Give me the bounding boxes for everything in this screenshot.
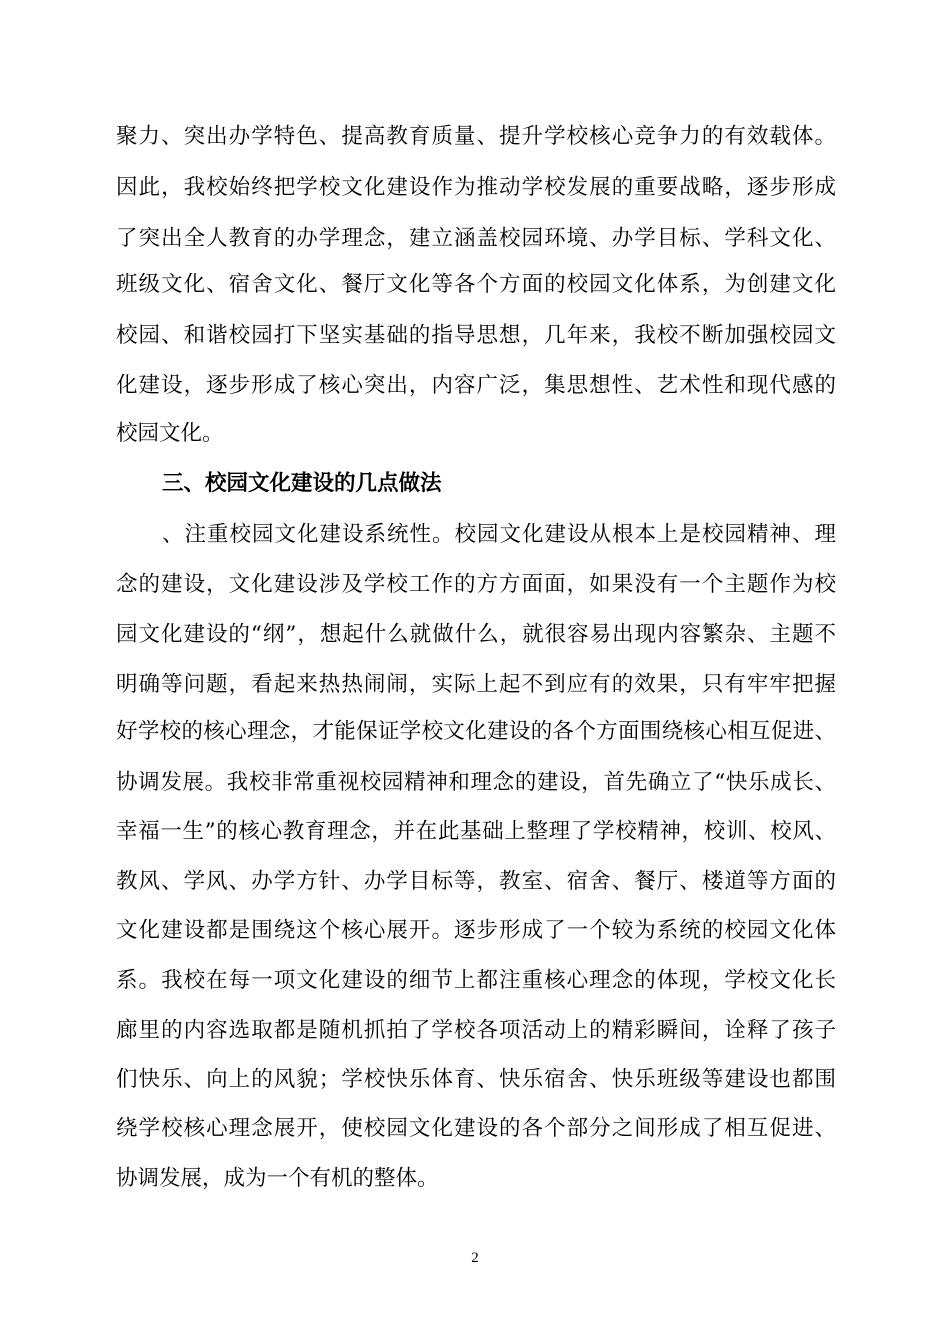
paragraph2-line-13: 绕学校核心理念展开，使校园文化建设的各个部分之间形成了相互促进、 [116,1116,836,1141]
paragraph2-line-6: 协调发展。我校非常重视校园精神和理念的建设，首先确立了“快乐成长、 [116,770,836,795]
paragraph2-line-2: 念的建设，文化建设涉及学校工作的方方面面，如果没有一个主题作为校 [116,572,836,597]
paragraph1-line-4: 班级文化、宿舍文化、餐厅文化等各个方面的校园文化体系，为创建文化 [116,272,836,297]
paragraph2-line-5: 好学校的核心理念，才能保证学校文化建设的各个方面围绕核心相互促进、 [116,719,836,744]
page-number: 2 [471,1250,479,1266]
paragraph1-line-1: 聚力、突出办学特色、提高教育质量、提升学校核心竞争力的有效载体。 [116,124,836,149]
paragraph2-line-7: 幸福一生”的核心教育理念，并在此基础上整理了学校精神，校训、校风、 [116,819,836,844]
section-heading: 三、校园文化建设的几点做法 [162,471,442,496]
paragraph2-line-10: 系。我校在每一项文化建设的细节上都注重核心理念的体现，学校文化长 [116,968,836,993]
paragraph1-line-2: 因此，我校始终把学校文化建设作为推动学校发展的重要战略，逐步形成 [116,175,836,200]
paragraph2-line-1: 、注重校园文化建设系统性。校园文化建设从根本上是校园精神、理 [162,522,836,547]
paragraph1-line-3: 了突出全人教育的办学理念，建立涵盖校园环境、办学目标、学科文化、 [116,226,836,251]
paragraph2-line-11: 廊里的内容选取都是随机抓拍了学校各项活动上的精彩瞬间，诠释了孩子 [116,1018,836,1043]
paragraph2-line-8: 教风、学风、办学方针、办学目标等，教室、宿舍、餐厅、楼道等方面的 [116,869,836,894]
paragraph2-line-9: 文化建设都是围绕这个核心展开。逐步形成了一个较为系统的校园文化体 [116,918,836,943]
paragraph1-line-7: 校园文化。 [116,421,224,446]
paragraph1-line-6: 化建设，逐步形成了核心突出，内容广泛，集思想性、艺术性和现代感的 [116,373,836,398]
paragraph2-line-4: 明确等问题，看起来热热闹闹，实际上起不到应有的效果，只有牢牢把握 [116,672,836,697]
paragraph2-line-3: 园文化建设的“纲”，想起什么就做什么，就很容易出现内容繁杂、主题不 [116,622,836,647]
paragraph2-line-14: 协调发展，成为一个有机的整体。 [116,1166,439,1191]
paragraph1-line-5: 校园、和谐校园打下坚实基础的指导思想，几年来，我校不断加强校园文 [116,323,836,348]
paragraph2-line-12: 们快乐、向上的风貌；学校快乐体育、快乐宿舍、快乐班级等建设也都围 [116,1067,836,1092]
